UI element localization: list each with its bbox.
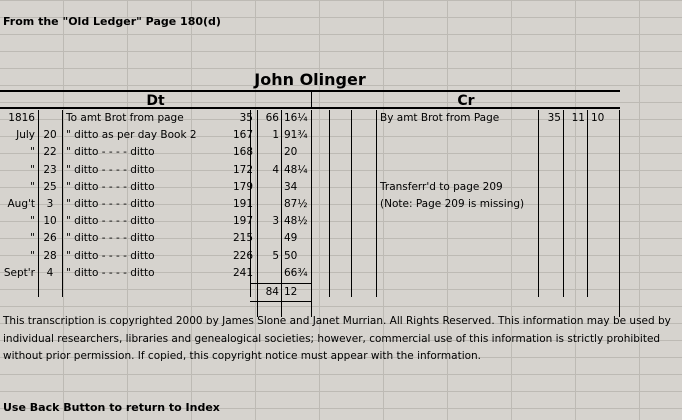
debit-total-pounds: 84 (265, 286, 279, 298)
debit-pounds: 3 (272, 215, 279, 228)
credit-description: (Note: Page 209 is missing) (380, 198, 525, 210)
credit-pounds: 11 (571, 112, 585, 124)
credit-page (540, 179, 561, 196)
debit-pounds: 5 (272, 249, 279, 262)
column-divider (281, 110, 282, 317)
debit-page: 241 (232, 266, 253, 279)
credit-description (380, 162, 536, 179)
credit-page (540, 127, 561, 144)
debit-day: 26 (43, 232, 57, 245)
credit-description (380, 144, 536, 161)
credit-description: By amt Brot from Page (380, 112, 500, 124)
debit-shillings: 48½ (284, 215, 308, 228)
debit-shillings: 87½ (284, 198, 308, 210)
debit-page: 167 (232, 129, 253, 142)
debit-page: 226 (232, 249, 253, 262)
debit-shillings: 34 (284, 180, 298, 193)
debit-description: " ditto - - - - ditto (66, 232, 155, 245)
credit-shillings (591, 179, 617, 196)
debit-day: 10 (43, 215, 57, 228)
credit-shillings: 10 (591, 112, 605, 124)
debit-page: 35 (239, 112, 253, 124)
column-divider (376, 110, 377, 297)
column-divider (351, 110, 352, 297)
debit-month: Sept'r (3, 266, 35, 279)
credit-shillings (591, 144, 617, 161)
debit-shillings: 49 (284, 232, 298, 245)
source-header: From the "Old Ledger" Page 180(d) (3, 15, 221, 28)
column-divider (311, 110, 312, 317)
debit-description: " ditto - - - - ditto (66, 163, 155, 176)
credit-shillings (591, 196, 617, 213)
debit-day: 25 (43, 180, 57, 193)
credit-header: Cr (311, 90, 620, 109)
debit-description: " ditto - - - - ditto (66, 146, 155, 159)
debit-shillings: 16¼ (284, 112, 308, 124)
debit-month: 1816 (8, 112, 35, 124)
debit-page: 179 (232, 180, 253, 193)
total-underline (250, 301, 312, 302)
debit-description: " ditto as per day Book 2 (66, 129, 197, 142)
credit-pounds (564, 162, 585, 179)
credit-description: Transferr'd to page 209 (380, 180, 503, 193)
debit-pounds: 66 (265, 112, 279, 124)
debit-page: 197 (232, 215, 253, 228)
credit-page: 35 (547, 112, 561, 124)
debit-shillings: 91¾ (284, 129, 308, 142)
debit-shillings: 20 (284, 146, 298, 159)
credit-pounds (564, 144, 585, 161)
debit-shillings: 48¼ (284, 163, 308, 176)
debit-pounds: 1 (272, 129, 279, 142)
debit-description: " ditto - - - - ditto (66, 198, 155, 210)
column-divider (329, 110, 330, 297)
credit-description (380, 127, 536, 144)
debit-page: 215 (232, 232, 253, 245)
debit-pounds (258, 179, 279, 196)
debit-pounds (258, 230, 279, 247)
debit-month: " (30, 232, 35, 245)
column-divider (538, 110, 539, 297)
column-divider (62, 110, 63, 297)
credit-shillings (591, 162, 617, 179)
debit-day: 22 (43, 146, 57, 159)
debit-month: Aug't (7, 198, 35, 210)
ledger-table (0, 90, 620, 297)
debit-description: " ditto - - - - ditto (66, 180, 155, 193)
column-divider (587, 110, 588, 297)
debit-month: " (30, 215, 35, 228)
credit-pounds (564, 127, 585, 144)
debit-description: " ditto - - - - ditto (66, 215, 155, 228)
ledger-title: John Olinger (254, 70, 366, 89)
column-divider (619, 110, 620, 317)
debit-page: 191 (232, 198, 253, 210)
credit-page (540, 196, 561, 213)
debit-total-shillings: 12 (284, 286, 298, 298)
debit-shillings: 50 (284, 249, 298, 262)
debit-description: " ditto - - - - ditto (66, 266, 155, 279)
credit-pounds (564, 179, 585, 196)
debit-day: 20 (43, 129, 57, 142)
debit-day: 4 (46, 266, 54, 279)
debit-month: " (30, 249, 35, 262)
back-instruction: Use Back Button to return to Index (3, 401, 220, 414)
credit-page (540, 162, 561, 179)
debit-month: " (30, 163, 35, 176)
copyright-notice: This transcription is copyrighted 2000 by James Slone and Janet Murrian. All Rights Reserved. This information may be used by individual researchers, libraries and genealogical societies; however, commercial use of this information is strictly prohibited without prior permission. If copied, this copyright notice must appear with the information. (3, 315, 671, 362)
debit-day: 28 (43, 249, 57, 262)
debit-page: 168 (232, 146, 253, 159)
debit-shillings: 66¾ (284, 266, 308, 279)
credit-page (540, 144, 561, 161)
credit-shillings (591, 127, 617, 144)
debit-month: " (30, 146, 35, 159)
debit-description: To amt Brot from page (66, 112, 184, 124)
debit-pounds (258, 196, 279, 213)
debit-day (38, 110, 62, 127)
debit-day: 3 (46, 198, 54, 210)
debit-description: " ditto - - - - ditto (66, 249, 155, 262)
debit-header: Dt (0, 90, 311, 109)
debit-day: 23 (43, 163, 57, 176)
debit-pounds: 4 (272, 163, 279, 176)
debit-month: " (30, 180, 35, 193)
debit-pounds (258, 265, 279, 282)
debit-month: July (16, 129, 35, 142)
debit-page: 172 (232, 163, 253, 176)
debit-pounds (258, 144, 279, 161)
credit-pounds (564, 196, 585, 213)
